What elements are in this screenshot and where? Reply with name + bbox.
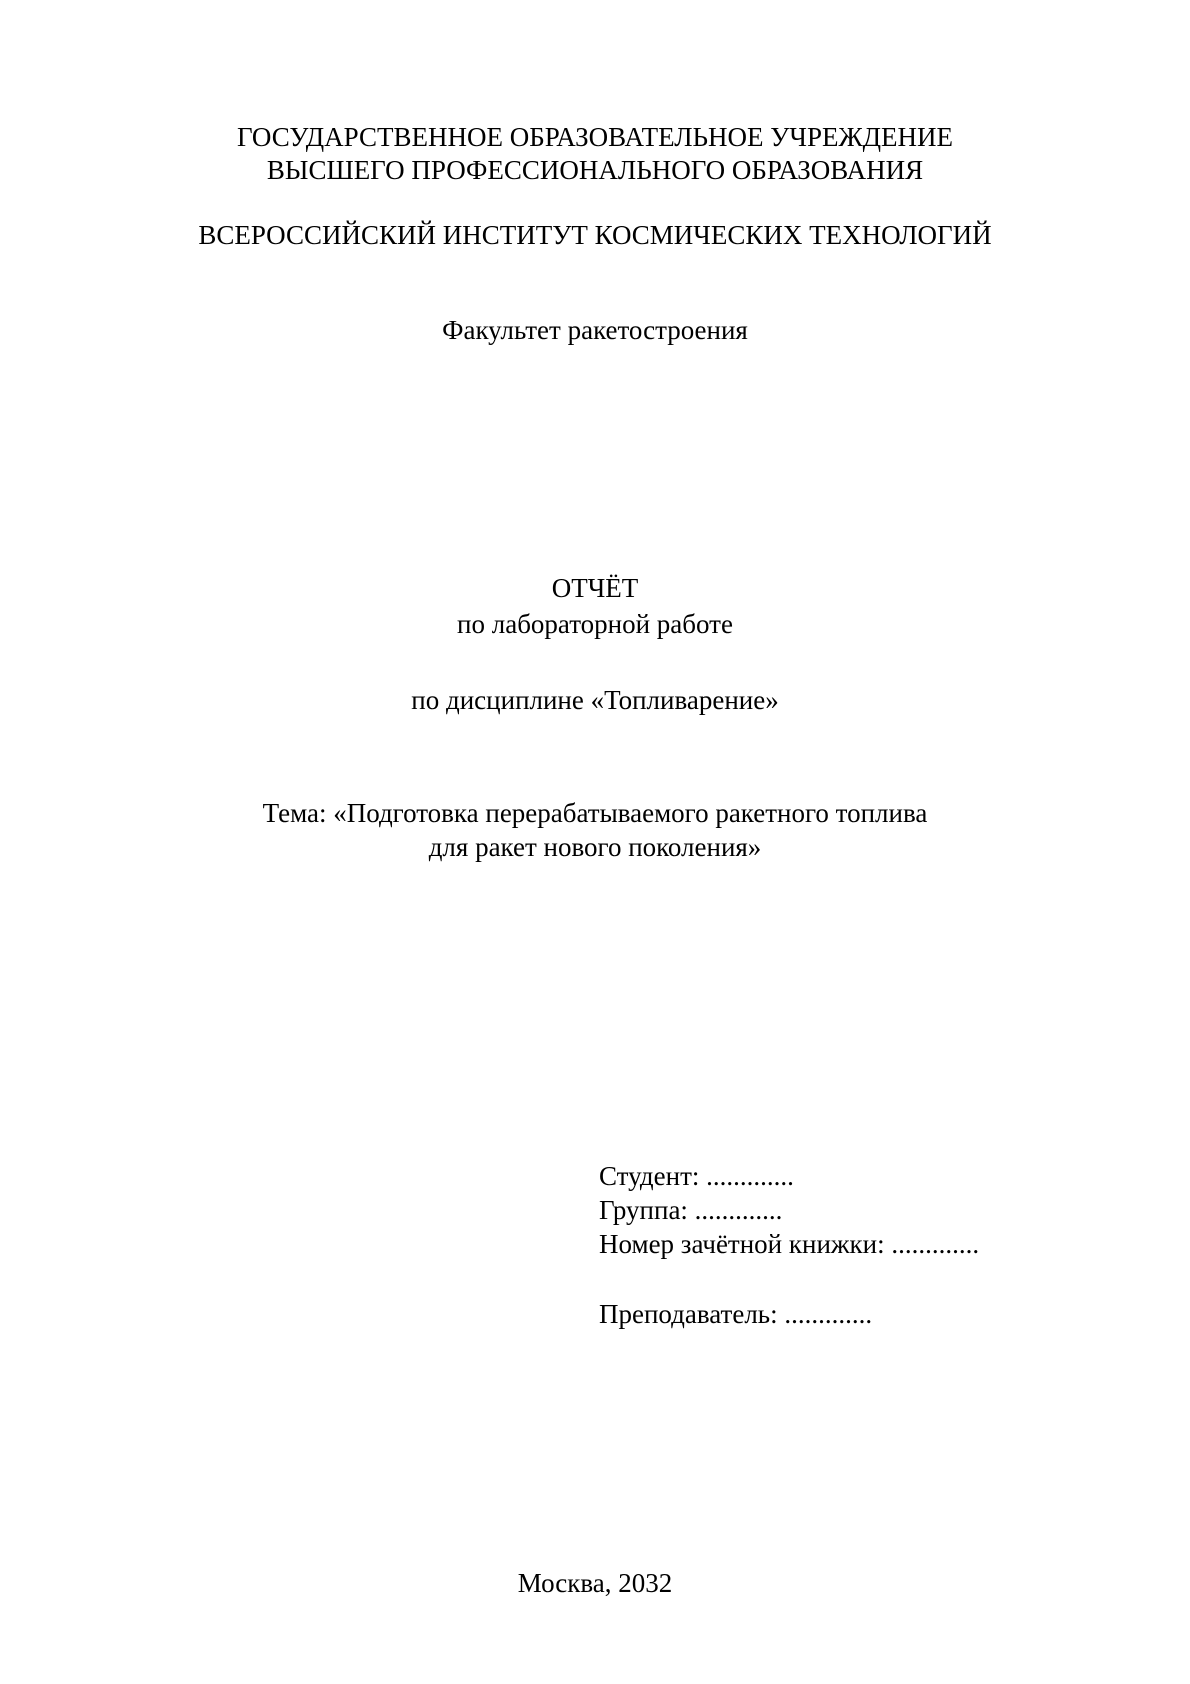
institute-name: ВСЕРОССИЙСКИЙ ИНСТИТУТ КОСМИЧЕСКИХ ТЕХНОЛОГИЙ (198, 220, 992, 250)
report-subtitle: по лабораторной работе (457, 609, 733, 639)
teacher-info-block (599, 1297, 872, 1331)
header-line-1: ГОСУДАРСТВЕННОЕ ОБРАЗОВАТЕЛЬНОЕ УЧРЕЖДЕНИЕ (236, 122, 954, 152)
header-line-2: ВЫСШЕГО ПРОФЕССИОНАЛЬНОГО ОБРАЗОВАНИЯ (266, 155, 924, 185)
topic-line-2: для ракет нового поколения» (428, 832, 762, 862)
record-book-field: Номер зачётной книжки: ............. (599, 1229, 980, 1259)
report-title: ОТЧЁТ (551, 573, 639, 603)
student-field: Студент: ............. (599, 1161, 794, 1191)
teacher-field: Преподаватель: ............. (599, 1299, 873, 1329)
faculty-name: Факультет ракетостроения (442, 315, 748, 345)
group-field: Группа: ............. (599, 1195, 783, 1225)
city-year: Москва, 2032 (517, 1568, 673, 1598)
topic-line-1: Тема: «Подготовка перерабатываемого ракетного топлива (262, 798, 928, 828)
student-info-block (599, 1159, 979, 1261)
discipline: по дисциплине «Топливарение» (411, 685, 779, 715)
